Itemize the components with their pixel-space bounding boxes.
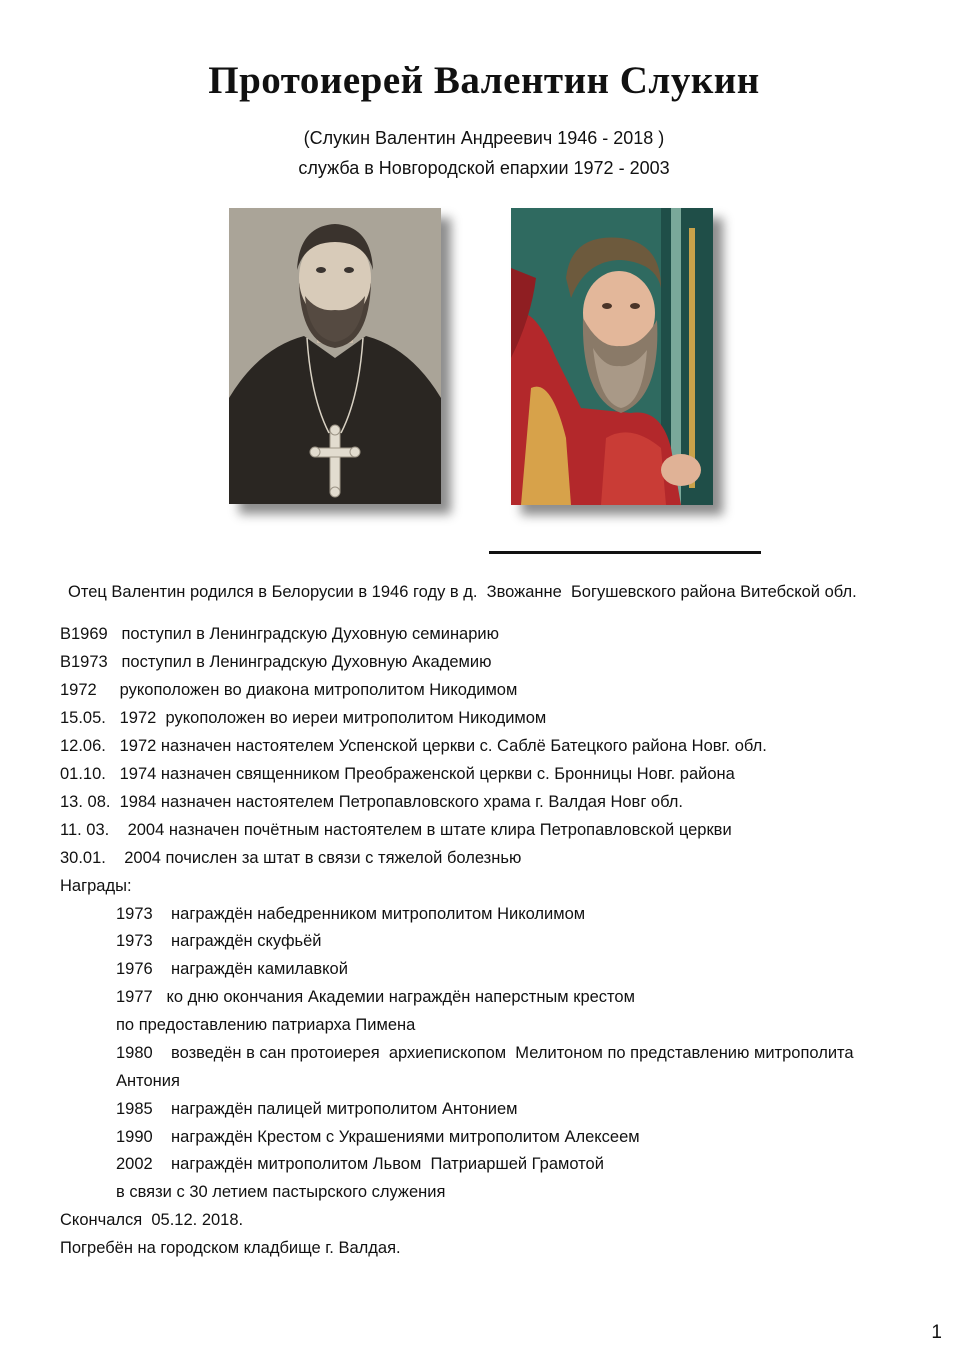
award-item: 1985 награждён палицей митрополитом Антонием [116,1100,518,1118]
timeline-item: В1969 поступил в Ленинградскую Духовную семинарию [60,625,499,643]
page-title: Протоиерей Валентин Слукин [208,59,760,102]
timeline-item: 13. 08. 1984 назначен настоятелем Петропавловского храма г. Валдая Новг обл. [60,793,684,811]
timeline-item: 15.05. 1972 рукоположен во иереи митрополитом Никодимом [60,709,547,727]
award-item: 1980 возведён в сан протоиерея архиепископом Мелитоном по представлению митрополита [116,1044,854,1062]
timeline-item: В1973 поступил в Ленинградскую Духовную Академию [60,653,492,671]
intro-paragraph: Отец Валентин родился в Белорусии в 1946 году в д. Звожанне Богушевского района Витебской обл. [68,583,857,601]
page-number: 1 [931,1322,942,1343]
award-item: 1973 награждён скуфьёй [116,932,322,950]
award-item: 1976 награждён камилавкой [116,960,348,978]
timeline-item: 12.06. 1972 назначен настоятелем Успенской церкви с. Саблё Батецкого района Новг. обл. [60,737,767,755]
award-item: по предоставлению патриарха Пимена [116,1016,416,1034]
portrait-photo-bw [229,208,441,504]
award-item: 1977 ко дню окончания Академии награждён наперстным крестом [116,988,635,1006]
awards-heading: Награды: [60,877,132,895]
horizontal-rule [489,551,761,554]
timeline-item: 1972 рукоположен во диакона митрополитом Никодимом [60,681,518,699]
burial-place: Погребён на городском кладбище г. Валдая. [60,1239,401,1257]
award-item: 1990 награждён Крестом с Украшениями митрополитом Алексеем [116,1128,640,1146]
death-date: Скончался 05.12. 2018. [60,1211,244,1229]
timeline-item: 01.10. 1974 назначен священником Преображенской церкви с. Бронницы Новг. района [60,765,735,783]
award-item: 1973 награждён набедренником митрополитом Николимом [116,905,586,923]
award-item: 2002 награждён митрополитом Львом Патриаршей Грамотой [116,1155,604,1173]
timeline-item: 11. 03. 2004 назначен почётным настоятелем в штате клира Петропавловской церкви [60,821,732,839]
award-item: Антония [116,1072,180,1090]
award-item: в связи с 30 летием пастырского служения [116,1183,446,1201]
subtitle-service-dates: служба в Новгородской епархии 1972 - 2003 [298,158,670,178]
subtitle-life-dates: (Слукин Валентин Андреевич 1946 - 2018 ) [303,128,665,148]
portrait-photo-color [511,208,713,505]
timeline-item: 30.01. 2004 почислен за штат в связи с тяжелой болезнью [60,849,522,867]
